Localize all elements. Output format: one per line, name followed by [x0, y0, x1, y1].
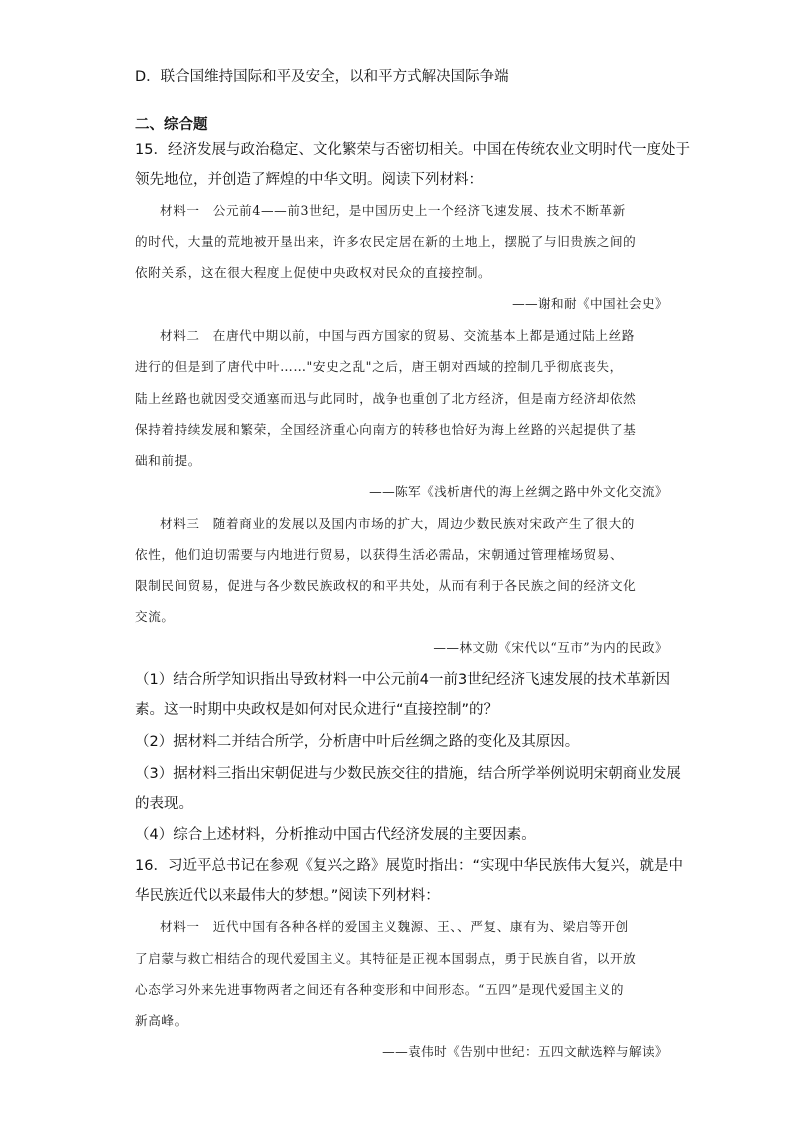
q15-source2: ——陈军《浅析唐代的海上丝绸之路中外文化交流》: [369, 484, 668, 499]
q16-material1-line: 材料一 近代中国有各种各样的爱国主义魏源、王、、严复、康有为、梁启等开创: [160, 919, 629, 934]
q16-material1-line: 新高峰。: [135, 1013, 188, 1028]
q16-source1: ——袁伟时《告别中世纪：五四文献选粹与解读》: [382, 1044, 668, 1059]
q15-material2-line: 陆上丝路也就因受交通塞而迅与此同时，战争也重创了北方经济，但是南方经济却依然: [135, 391, 637, 406]
q15-material3-line: 限制民间贸易，促进与各少数民族政权的和平共处，从而有利于各民族之间的经济文化: [135, 578, 637, 593]
q15-question-line: 素。这一时期中央政权是如何对民众进行“直接控制”的？: [135, 702, 499, 718]
q15-question-line: （2）据材料二并结合所学，分析唐中叶后丝绸之路的变化及其原因。: [135, 734, 580, 750]
q15-material2-line: 进行的但是到了唐代中叶……"安史之乱"之后，唐王朝对西域的控制几乎彻底丧失，: [135, 359, 623, 374]
q16-material1-line: 了启蒙与救亡相结合的现代爱国主义。其特征是正视本国弱点，勇于民族自省，以开放: [135, 951, 637, 966]
q15-material1-line: 的时代，大量的荒地被开垦出来，许多农民定居在新的土地上，摆脱了与旧贵族之间的: [135, 234, 637, 249]
q15-stem-line: 领先地位，并创造了辉煌的中华文明。阅读下列材料：: [135, 172, 483, 188]
q16-material1-line: 心态学习外来先进事物两者之间还有各种变形和中间形态。“五四”是现代爱国主义的: [135, 982, 625, 997]
q15-question-line: （3）据材料三指出宋朝促进与少数民族交往的措施，结合所学举例说明宋朝商业发展: [135, 766, 681, 782]
q15-source3: ——林文勋《宋代以“互市”为内的民政》: [433, 640, 668, 655]
q15-question-line: （1）结合所学知识指出导致材料一中公元前4一前3世纪经济飞速发展的技术革新因: [135, 672, 671, 688]
q15-material3-line: 材料三 随着商业的发展以及国内市场的扩大，周边少数民族对宋政产生了很大的: [160, 516, 635, 531]
q15-question-line: 的表现。: [135, 796, 193, 812]
q15-material1-line: 材料一 公元前4——前3世纪，是中国历史上一个经济飞速发展、技术不断革新: [160, 203, 626, 218]
q15-material2-line: 材料二 在唐代中期以前，中国与西方国家的贸易、交流基本上都是通过陆上丝路: [160, 328, 635, 343]
q15-material2-line: 保持着持续发展和繁荣，全国经济重心向南方的转移也恰好为海上丝路的兴起提供了基: [135, 422, 637, 437]
q15-material1-line: 依附关系，这在很大程度上促使中央政权对民众的直接控制。: [135, 265, 492, 280]
q16-stem-line: 华民族近代以来最伟大的梦想。”阅读下列材料：: [135, 888, 440, 904]
section-title: 二、综合题: [135, 117, 208, 133]
q15-material2-line: 础和前提。: [135, 453, 201, 468]
q16-stem-line: 16．习近平总书记在参观《复兴之路》展览时指出：“实现中华民族伟大复兴，就是中: [135, 858, 683, 874]
q15-question-line: （4）综合上述材料，分析推动中国古代经济发展的主要因素。: [135, 827, 536, 843]
q15-material3-line: 交流。: [135, 609, 175, 624]
option-d: D．联合国维持国际和平及安全，以和平方式解决国际争端: [135, 69, 509, 85]
q15-material3-line: 依性，他们迫切需要与内地进行贸易，以获得生活必需品，宋朝通过管理榷场贸易、: [135, 547, 624, 562]
q15-stem-line: 15．经济发展与政治稳定、文化繁荣与否密切相关。中国在传统农业文明时代一度处于: [135, 142, 690, 158]
q15-source1: ——谢和耐《中国社会史》: [512, 296, 668, 311]
